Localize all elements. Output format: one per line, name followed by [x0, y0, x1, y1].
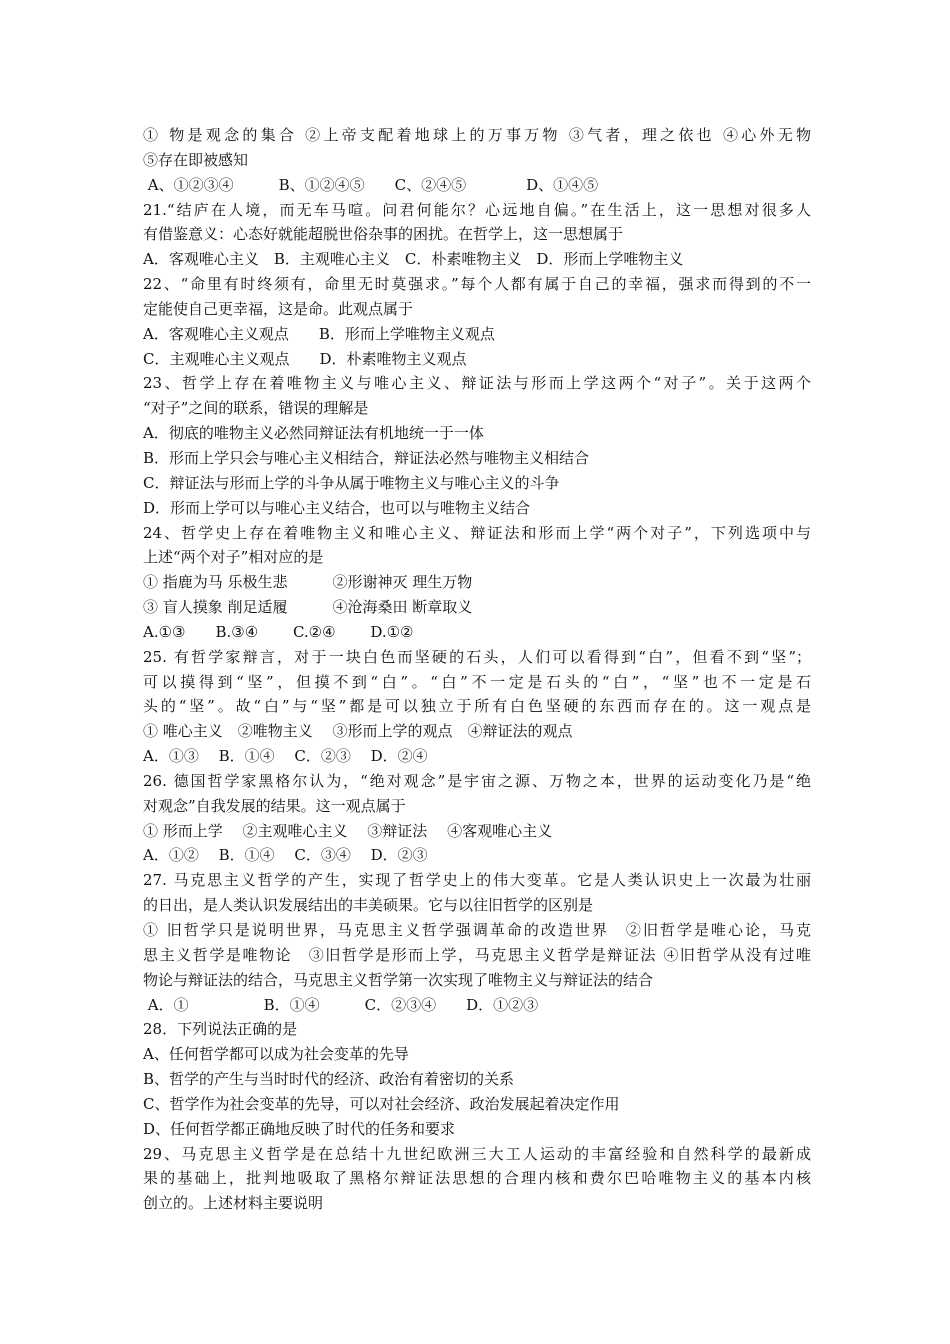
text-line-37: 28．下列说法正确的是 [143, 1020, 298, 1039]
text-line-36: A．① B．①④ C．②③④ D．①②③ [143, 995, 539, 1014]
text-line-14: B．形而上学只会与唯心主义相结合，辩证法必然与唯物主义相结合 [143, 448, 590, 467]
text-line-30: A．①② B．①④ C．③④ D．②③ [143, 846, 428, 865]
text-line-42: 29、马克思主义哲学是在总结十九世纪欧洲三大工人运动的丰富经验和自然科学的最新成 [143, 1144, 811, 1163]
text-line-31: 27. 马克思主义哲学的产生，实现了哲学史上的伟大变革。它是人类认识史上一次最为壮丽 [143, 871, 811, 890]
text-line-1: ① 物是观念的集合 ②上帝支配着地球上的万事万物 ③气者，理之依也 ④心外无物 [143, 126, 811, 144]
text-line-32: 的日出，是人类认识发展结出的丰美硕果。它与以往旧哲学的区别是 [143, 896, 594, 915]
text-line-22: 25. 有哲学家辩言，对于一块白色而坚硬的石头，人们可以看得到“白”，但看不到“坚”； [143, 647, 811, 666]
text-line-25: ① 唯心主义 ②唯物主义 ③形而上学的观点 ④辩证法的观点 [143, 722, 573, 741]
text-line-27: 26. 德国哲学家黑格尔认为，“绝对观念”是宇宙之源、万物之本，世界的运动变化乃是“绝 [143, 771, 811, 790]
text-line-13: A．彻底的唯物主义必然同辩证法有机地统一于一体 [143, 424, 484, 443]
text-line-35: 物论与辩证法的结合，马克思主义哲学第一次实现了唯物主义与辩证法的结合 [143, 970, 654, 989]
text-line-20: ③ 盲人摸象 削足适履 ④沧海桑田 断章取义 [143, 598, 473, 617]
document-page [143, 123, 811, 1216]
text-line-15: C．辩证法与形而上学的斗争从属于唯物主义与唯心主义的斗争 [143, 473, 560, 492]
text-line-29: ① 形而上学 ②主观唯心主义 ③辩证法 ④客观唯心主义 [143, 821, 553, 840]
text-line-38: A、任何哲学都可以成为社会变革的先导 [143, 1045, 409, 1064]
text-line-3: A、①②③④ B、①②④⑤ C、②④⑤ D、①④⑤ [143, 175, 599, 194]
text-line-23: 可以摸得到“坚”，但摸不到“白”。“白”不一定是石头的“白”，“坚”也不一定是石 [143, 672, 811, 691]
text-line-18: 上述“两个对子”相对应的是 [143, 548, 324, 567]
text-line-41: D、任何哲学都正确地反映了时代的任务和要求 [143, 1119, 456, 1138]
text-line-4: 21.“结庐在人境，而无车马喧。问君何能尔？心远地自偏。”在生活上，这一思想对很多人 [143, 200, 811, 219]
text-line-24: 头的“坚”。故“白”与“坚”都是可以独立于所有白色坚硬的东西而存在的。这一观点是 [143, 697, 811, 716]
text-line-28: 对观念”自我发展的结果。这一观点属于 [143, 796, 406, 815]
text-line-6: A．客观唯心主义 B．主观唯心主义 C．朴素唯物主义 D．形而上学唯物主义 [143, 250, 684, 269]
text-line-33: ① 旧哲学只是说明世界，马克思主义哲学强调革命的改造世界 ②旧哲学是唯心论，马克 [143, 921, 811, 939]
text-line-10: C．主观唯心主义观点 D．朴素唯物主义观点 [143, 349, 467, 368]
text-line-5: 有借鉴意义：心态好就能超脱世俗杂事的困扰。在哲学上，这一思想属于 [143, 225, 624, 244]
text-line-12: “对子”之间的联系，错误的理解是 [143, 399, 369, 418]
text-line-7: 22、“命里有时终须有，命里无时莫强求。”每个人都有属于自己的幸福，强求而得到的不一 [143, 275, 811, 294]
text-line-11: 23、哲学上存在着唯物主义与唯心主义、辩证法与形而上学这两个“对子”。关于这两个 [143, 374, 811, 393]
text-line-16: D．形而上学可以与唯心主义结合，也可以与唯物主义结合 [143, 498, 531, 517]
text-line-17: 24、哲学史上存在着唯物主义和唯心主义、辩证法和形而上学“两个对子”，下列选项中与 [143, 523, 811, 542]
text-line-8: 定能使自己更幸福，这是命。此观点属于 [143, 299, 414, 318]
text-line-39: B、哲学的产生与当时时代的经济、政治有着密切的关系 [143, 1070, 515, 1089]
text-line-19: ① 指鹿为马 乐极生悲 ②形谢神灭 理生万物 [143, 573, 473, 592]
text-line-40: C、哲学作为社会变革的先导，可以对社会经济、政治发展起着决定作用 [143, 1094, 620, 1113]
text-line-21: A.①③ B.③④ C.②④ D.①② [143, 622, 414, 641]
text-line-34: 思主义哲学是唯物论 ③旧哲学是形而上学，马克思主义哲学是辩证法 ④旧哲学从没有过唯 [143, 945, 811, 964]
text-line-44: 创立的。上述材料主要说明 [143, 1194, 324, 1213]
text-line-43: 果的基础上，批判地吸取了黑格尔辩证法思想的合理内核和费尔巴哈唯物主义的基本内核 [143, 1169, 811, 1188]
text-line-2: ⑤存在即被感知 [143, 150, 249, 169]
text-line-9: A．客观唯心主义观点 B．形而上学唯物主义观点 [143, 324, 495, 343]
text-line-26: A．①③ B．①④ C．②③ D．②④ [143, 747, 428, 766]
